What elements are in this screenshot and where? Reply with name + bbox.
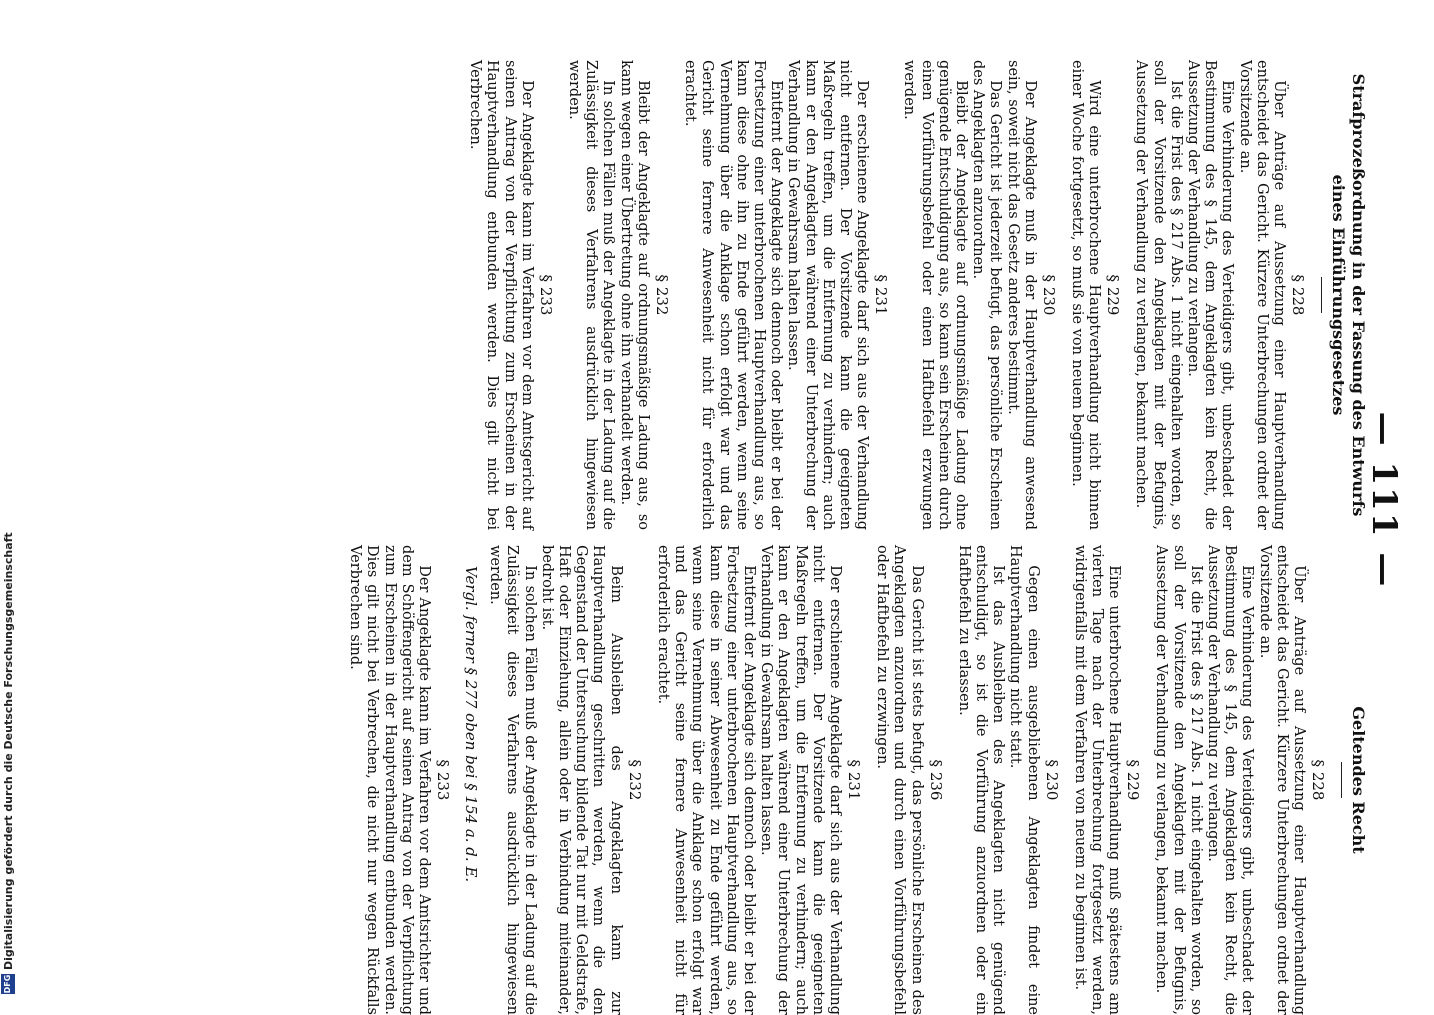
section-paragraph: Der erschienene Angeklagte darf sich aus der Verhandlung nicht entfernen. Der Vorsitzende kann die geeigneten Maßregeln treffen, um die Entfernung zu verhindern; auch kann er den Angeklagten während einer Unterbrechung der Verhandlung in Gewahrsam halten lassen. — [758, 545, 843, 1015]
section-title: § 233 — [536, 274, 555, 316]
section-paragraph: In solchen Fällen muß der Angeklagte in der Ladung auf die Zulässigkeit dieses Verfahrens ausdrücklich hingewiesen werden. — [566, 60, 617, 530]
section-title: § 228 — [1289, 274, 1307, 316]
section-paragraph: In solchen Fällen muß der Angeklagte in der Ladung auf die Zulässigkeit dieses Verfahrens ausdrücklich hingewiesen werden. — [487, 545, 538, 1015]
section-block — [900, 60, 1058, 530]
section-block — [466, 60, 555, 530]
section-paragraph: Gegen einen ausgebliebenen Angeklagten findet eine Hauptverhandlung nicht statt. — [1007, 545, 1041, 1015]
section-block — [462, 545, 644, 1015]
section-block — [1132, 60, 1307, 530]
section-paragraph: Der erschienene Angeklagte darf sich aus der Verhandlung nicht entfernen. Der Vorsitzende kann die geeigneten Maßregeln treffen, um die Entfernung zu verhindern; auch kann er den Angeklagten während einer Unterbrechung der Verhandlung in Gewahrsam halten lassen. — [785, 60, 871, 530]
column-left-header: Strafprozeßordnung in der Fassung des Entwurfs eines Einführungsgesetzes — [1329, 73, 1368, 517]
section-paragraph: Das Gericht ist stets befugt, das persönliche Erscheinen des Angeklagten anzuordnen und durch einen Vorführungsbefehl oder Haftbefehl zu erzwingen. — [874, 545, 925, 1015]
section-block — [565, 60, 671, 530]
section-paragraph: Der Angeklagte muß in der Hauptverhandlung anwesend sein, soweit nicht das Gesetz anderes bestimmt. — [1004, 60, 1038, 530]
section-block — [1068, 60, 1122, 530]
section-block — [1071, 545, 1143, 1015]
column-right-header: Geltendes Recht — [1349, 706, 1368, 854]
section-paragraph: Entfernt der Angeklagte sich dennoch oder bleibt er bei der Fortsetzung einer unterbrochenen Hauptverhandlung aus, so kann diese in seiner Abwesenheit zu Ende geführt werden, wenn seine Vernehmung über die Anklage schon erfolgt war und das Gericht seine fernere Anwesenheit nicht für erforderlich erachtet. — [654, 545, 757, 1015]
section-paragraph: Beim Ausbleiben des Angeklagten kann zur Hauptverhandlung geschritten werden, wenn die den Gegenstand der Untersuchung bildende Tat nur mit Geldstrafe, Haft oder Einziehung, allein oder in Verbindung miteinander, bedroht ist. — [538, 545, 624, 1015]
section-paragraph: Über Anträge auf Aussetzung einer Hauptverhandlung entscheidet das Gericht. Kürzere Unterbrechungen ordnet der Vorsitzende an. — [1256, 545, 1307, 1015]
dfg-logo-icon: DFG — [1, 974, 15, 994]
section-block — [681, 60, 890, 530]
column-left-draft — [466, 60, 1368, 530]
section-block — [955, 545, 1061, 1015]
section-title: § 231 — [872, 274, 891, 316]
section-title: § 232 — [625, 759, 644, 801]
section-title: § 228 — [1309, 759, 1327, 801]
section-paragraph: Eine Verhinderung des Verteidigers gibt, unbeschadet der Bestimmung des § 145, dem Angeklagten kein Recht, die Aussetzung der Verhandlung zu verlangen. — [1204, 545, 1256, 1015]
left-sections — [466, 60, 1307, 530]
digitization-credit: Digitalisierung gefördert durch die Deutsche Forschungsgemeinschaft — [2, 532, 15, 970]
section-title: § 233 — [434, 759, 453, 801]
section-title: § 229 — [1124, 759, 1143, 801]
section-paragraph: Bleibt der Angeklagte auf ordnungsmäßige Ladung ohne genügende Entschuldigung aus, so kann sein Erscheinen durch einen Vorführungsbefehl oder einen Haftbefehl erzwungen werden. — [901, 60, 969, 530]
section-block — [873, 545, 945, 1015]
section-title: § 231 — [844, 759, 863, 801]
section-paragraph: Eine unterbrochene Hauptverhandlung muß spätestens am vierten Tage nach der Unterbrechung fortgesetzt werden, widrigenfalls mit dem Verfahren von neuem zu beginnen ist. — [1071, 545, 1123, 1015]
section-block — [654, 545, 863, 1015]
header-rule — [1321, 277, 1322, 313]
section-block — [1152, 545, 1327, 1015]
section-paragraph: Das Gericht ist jederzeit befugt, das persönliche Erscheinen des Angeklagten anzuordnen. — [970, 60, 1004, 530]
cross-reference-note: Vergl. ferner § 277 oben bei § 154 a. d. E. — [462, 566, 481, 883]
section-paragraph: Entfernt der Angeklagte sich dennoch oder bleibt er bei der Fortsetzung einer unterbrochenen Hauptverhandlung aus, so kann diese ohne ihn zu Ende geführt werden, wenn seine Vernehmung über die Anklage schon erfolgt war und das Gericht seine fernere Anwesenheit nicht für erforderlich erachtet. — [682, 60, 785, 530]
right-sections — [346, 545, 1327, 1015]
section-paragraph: Ist das Ausbleiben des Angeklagten nicht genügend entschuldigt, so ist die Vorführung anzuordnen oder ein Haftbefehl zu erlassen. — [955, 545, 1007, 1015]
section-paragraph: Der Angeklagte kann im Verfahren vor dem Amtsrichter und dem Schöffengericht auf seinen Antrag von der Verpflichtung zum Erscheinen in der Hauptverhandlung entbunden werden. Dies gilt nicht bei Verbrechen, die nicht nur wegen Rückfalls Verbrechen sind. — [347, 545, 433, 1015]
section-paragraph: Ist die Frist des § 217 Abs. 1 nicht eingehalten worden, so soll der Vorsitzende den Angeklagten mit der Befugnis, Aussetzung der Verhandlung zu verlangen, bekannt machen. — [1133, 60, 1184, 530]
section-title: § 230 — [1039, 274, 1058, 316]
section-title: § 236 — [926, 759, 945, 801]
section-paragraph: Eine Verhinderung des Verteidigers gibt, unbeschadet der Bestimmung des § 145, dem Angeklagten kein Recht, die Aussetzung der Verhandlung zu verlangen. — [1184, 60, 1236, 530]
section-paragraph: Wird eine unterbrochene Hauptverhandlung nicht binnen einer Woche fortgesetzt, so muß sie von neuem beginnen. — [1068, 60, 1103, 530]
column-right-current-law — [346, 545, 1368, 1015]
section-title: § 232 — [652, 274, 671, 316]
section-paragraph: Über Anträge auf Aussetzung einer Hauptverhandlung entscheidet das Gericht. Kürzere Unterbrechungen ordnet der Vorsitzende an. — [1236, 60, 1287, 530]
header-rule — [1341, 762, 1342, 798]
section-title: § 229 — [1104, 274, 1123, 316]
section-title: § 230 — [1042, 759, 1061, 801]
page-number: — 111 — — [1364, 411, 1404, 589]
section-paragraph: Der Angeklagte kann im Verfahren vor dem Amtsgericht auf seinen Antrag von der Verpflichtung zum Erscheinen in der Hauptverhandlung entbunden werden. Dies gilt nicht bei Verbrechen. — [467, 60, 535, 530]
section-paragraph: Ist die Frist des § 217 Abs. 1 nicht eingehalten worden, so soll der Vorsitzende den Angeklagten mit der Befugnis, Aussetzung der Verhandlung zu verlangen, bekannt machen. — [1153, 545, 1204, 1015]
section-block — [346, 545, 452, 1015]
section-paragraph: Bleibt der Angeklagte auf ordnungsmäßige Ladung aus, so kann wegen einer Übertretung ohne ihn verhandelt werden. — [617, 60, 651, 530]
